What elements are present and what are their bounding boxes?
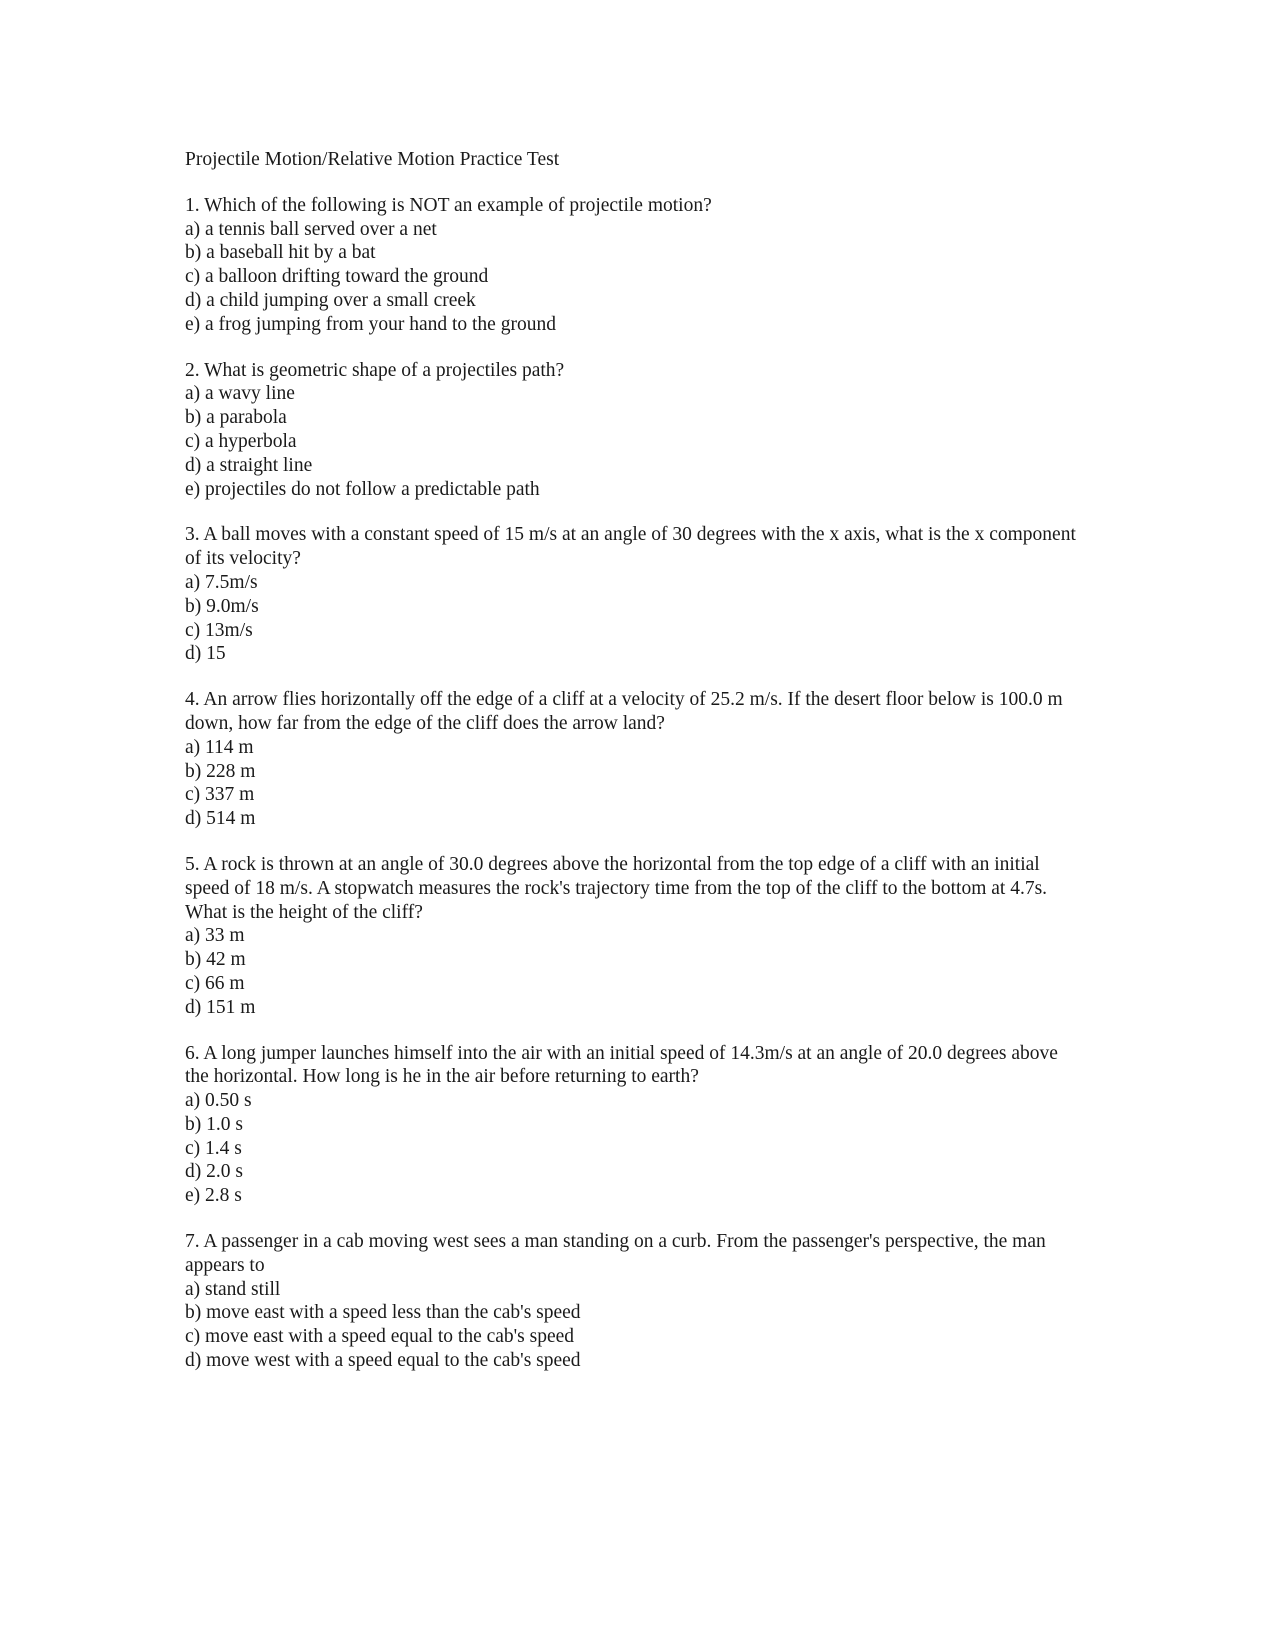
answer-choice: a) a tennis ball served over a net: [185, 218, 437, 240]
answer-choice: a) 33 m: [185, 925, 245, 947]
answer-choice: c) a hyperbola: [185, 430, 297, 452]
answer-choice: b) 1.0 s: [185, 1113, 243, 1135]
document-title: Projectile Motion/Relative Motion Practice Test: [185, 149, 560, 170]
answer-choice: d) 15: [185, 643, 226, 665]
question-text: 1. Which of the following is NOT an example of projectile motion?: [185, 194, 712, 216]
question-text: 6. A long jumper launches himself into the air with an initial speed of 14.3m/s at an angle of 20.0 degrees above the horizontal. How long is he in the air before returning to earth?: [185, 1042, 1058, 1088]
answer-choice: b) 9.0m/s: [185, 595, 259, 617]
answer-choice: a) a wavy line: [185, 383, 295, 405]
question-2: [185, 359, 1085, 502]
answer-choice: b) a baseball hit by a bat: [185, 242, 376, 264]
question-text: 2. What is geometric shape of a projectiles path?: [185, 359, 565, 381]
question-text: 7. A passenger in a cab moving west sees a man standing on a curb. From the passenger's perspective, the man appears to: [185, 1231, 1046, 1276]
question-6: [185, 1042, 1085, 1209]
question-5: [185, 853, 1085, 1020]
answer-choice: c) move east with a speed equal to the cab's speed: [185, 1326, 575, 1348]
answer-choice: e) 2.8 s: [185, 1185, 242, 1207]
answer-choice: d) a child jumping over a small creek: [185, 289, 476, 311]
answer-choice: b) 42 m: [185, 949, 246, 971]
answer-choice: a) 7.5m/s: [185, 571, 258, 593]
answer-choice: a) stand still: [185, 1278, 281, 1300]
answer-choice: a) 114 m: [185, 736, 254, 758]
question-text: 4. An arrow flies horizontally off the edge of a cliff at a velocity of 25.2 m/s. If the desert floor below is 100.0 m down, how far from the edge of the cliff does the arrow land?: [185, 689, 1063, 734]
answer-choice: c) a balloon drifting toward the ground: [185, 266, 489, 288]
answer-choice: d) 151 m: [185, 996, 256, 1018]
answer-choice: e) projectiles do not follow a predictable path: [185, 478, 540, 500]
answer-choice: c) 66 m: [185, 972, 245, 994]
answer-choice: b) 228 m: [185, 760, 256, 782]
answer-choice: b) move east with a speed less than the cab's speed: [185, 1302, 581, 1324]
question-1: [185, 194, 1085, 337]
answer-choice: d) move west with a speed equal to the cab's speed: [185, 1350, 581, 1372]
answer-choice: a) 0.50 s: [185, 1090, 252, 1112]
question-3: [185, 523, 1085, 666]
answer-choice: c) 337 m: [185, 784, 255, 806]
answer-choice: d) 514 m: [185, 808, 256, 830]
question-7: [185, 1230, 1085, 1373]
document-page: [185, 148, 1085, 1395]
question-text: 3. A ball moves with a constant speed of 15 m/s at an angle of 30 degrees with the x axis, what is the x component of its velocity?: [185, 524, 1076, 570]
answer-choice: e) a frog jumping from your hand to the ground: [185, 313, 556, 335]
question-text: 5. A rock is thrown at an angle of 30.0 degrees above the horizontal from the top edge of a cliff with an initial speed of 18 m/s. A stopwatch measures the rock's trajectory time from the top of the cliff to the bottom at 4.7s. What is the height of the cliff?: [185, 853, 1048, 923]
answer-choice: c) 1.4 s: [185, 1137, 242, 1159]
answer-choice: d) a straight line: [185, 454, 313, 476]
question-4: [185, 688, 1085, 831]
answer-choice: c) 13m/s: [185, 619, 253, 641]
answer-choice: b) a parabola: [185, 407, 287, 429]
answer-choice: d) 2.0 s: [185, 1161, 243, 1183]
